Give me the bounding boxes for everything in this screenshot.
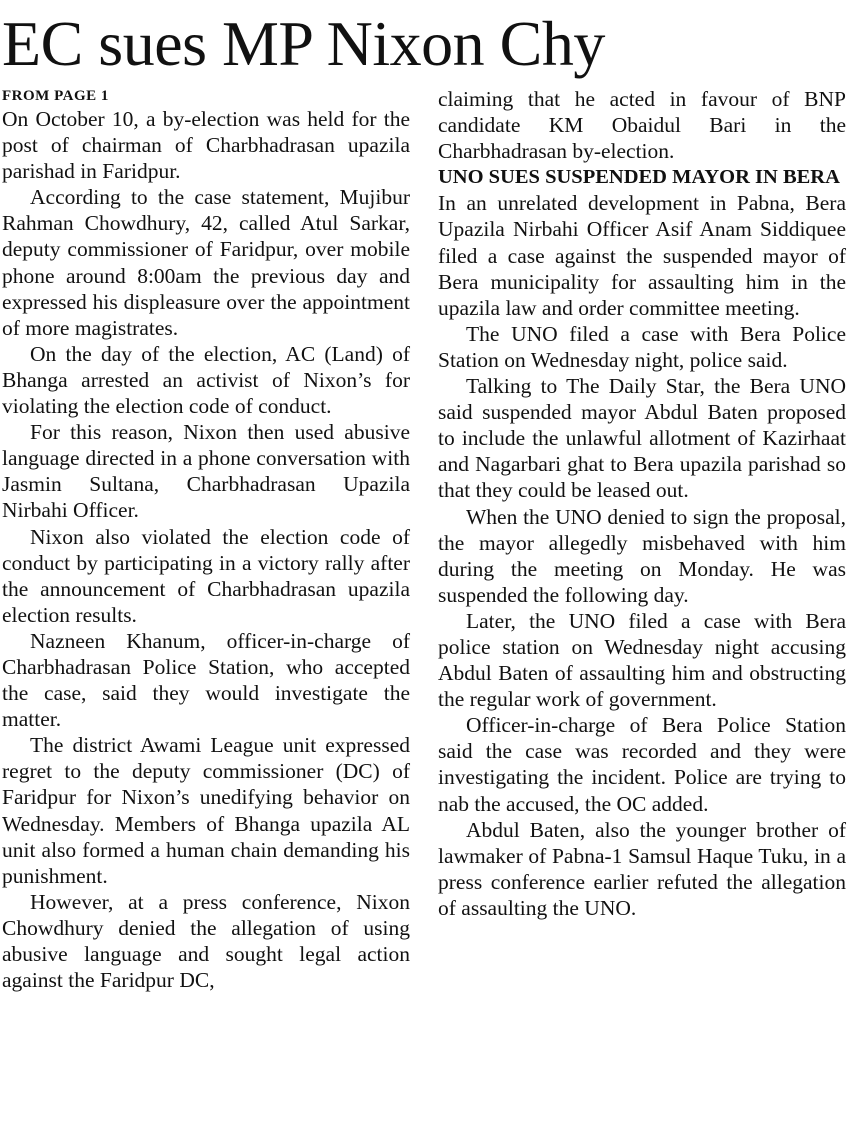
paragraph: The UNO filed a case with Bera Police Station on Wednesday night, police said. <box>438 321 846 372</box>
paragraph: On the day of the election, AC (Land) of Bhanga arrested an activist of Nixon’s for violating the election code of conduct. <box>2 341 410 419</box>
subheading: UNO SUES SUSPENDED MAYOR IN BERA <box>438 166 840 189</box>
paragraph: Officer-in-charge of Bera Police Station said the case was recorded and they were investigating the incident. Police are trying to nab the accused, the OC added. <box>438 713 846 816</box>
paragraph: Nazneen Khanum, officer-in-charge of Charbhadrasan Police Station, who accepted the case, said they would investigate the matter. <box>2 628 410 732</box>
right-column <box>438 86 846 921</box>
paragraph: According to the case statement, Mujibur Rahman Chowdhury, 42, called Atul Sarkar, deputy commissioner of Faridpur, over mobile phone around 8:00am the previous day and expressed his displeasure over the appointment of more magistrates. <box>2 185 410 340</box>
paragraph: The district Awami League unit expressed regret to the deputy commissioner (DC) of Faridpur for Nixon’s unedifying behavior on Wednesday. Members of Bhanga upazila AL unit also formed a human chain demanding his punishment. <box>2 733 410 888</box>
paragraph: However, at a press conference, Nixon Chowdhury denied the allegation of using abusive language and sought legal action against the Faridpur DC, <box>2 889 410 993</box>
headline: EC sues MP Nixon Chy <box>2 8 605 79</box>
paragraph: When the UNO denied to sign the proposal, the mayor allegedly misbehaved with him during the meeting on Monday. He was suspended the following day. <box>438 504 846 607</box>
paragraph-continuation: claiming that he acted in favour of BNP candidate KM Obaidul Bari in the Charbhadrasan by-election. <box>438 87 846 164</box>
paragraph: In an unrelated development in Pabna, Bera Upazila Nirbahi Officer Asif Anam Siddiquee filed a case against the suspended mayor of Bera municipality for assaulting him in the upazila law and order committee meeting. <box>438 191 846 320</box>
paragraph: Later, the UNO filed a case with Bera police station on Wednesday night accusing Abdul Baten of assaulting him and obstructing the regular work of government. <box>438 608 846 712</box>
left-column <box>2 86 410 993</box>
paragraph: On October 10, a by-election was held for the post of chairman of Charbhadrasan upazila parishad in Faridpur. <box>2 107 410 184</box>
paragraph: For this reason, Nixon then used abusive language directed in a phone conversation with Jasmin Sultana, Charbhadrasan Upazila Nirbahi Officer. <box>2 420 410 523</box>
jump-label: FROM PAGE 1 <box>2 88 109 104</box>
paragraph: Nixon also violated the election code of conduct by participating in a victory rally after the announcement of Charbhadrasan upazila election results. <box>2 524 410 627</box>
paragraph: Abdul Baten, also the younger brother of lawmaker of Pabna-1 Samsul Haque Tuku, in a press conference earlier refuted the allegation of assaulting the UNO. <box>438 817 846 920</box>
paragraph: Talking to The Daily Star, the Bera UNO said suspended mayor Abdul Baten proposed to include the unlawful allotment of Kazirhaat and Nagarbari ghat to Bera upazila parishad so that they could be leased out. <box>438 374 846 503</box>
